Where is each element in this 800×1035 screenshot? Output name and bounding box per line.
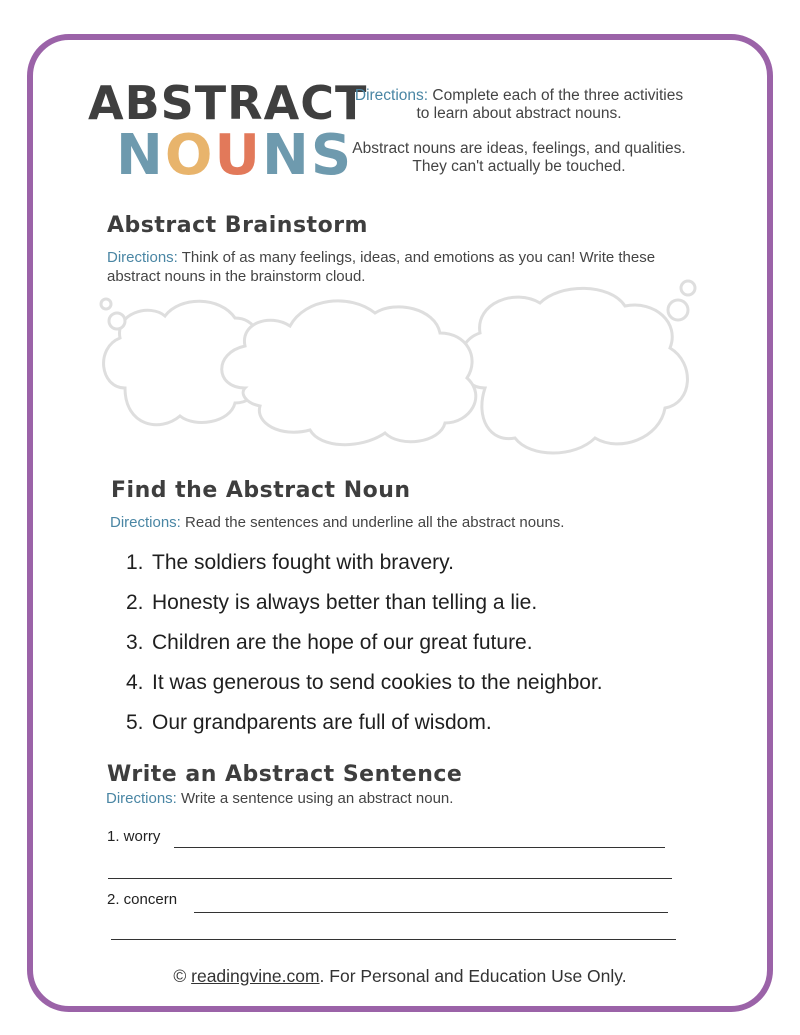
sentence-item [126,628,603,668]
write-directions [106,789,453,808]
logo-letter: O [164,123,215,188]
cloud-middle-shape [222,301,476,445]
sentence-number: 1. [126,551,144,574]
sentence-text: It was generous to send cookies to the neighbor. [152,671,603,694]
directions-label: Directions: [107,249,178,266]
writing-line[interactable] [108,878,672,879]
sentence-item [126,588,603,628]
writing-line[interactable] [174,847,665,848]
header-directions-text: Complete each of the three activities to learn about abstract nouns. [416,87,684,122]
sentence-text: The soldiers fought with bravery. [152,551,454,574]
sentence-number: 5. [126,711,144,734]
find-title: Find the Abstract Noun [111,478,411,503]
sentence-text: Honesty is always better than telling a lie. [152,591,538,614]
brainstorm-cloud[interactable] [95,278,705,473]
writing-line[interactable] [111,939,676,940]
sentence-number: 2. [126,591,144,614]
footer-link[interactable]: readingvine.com [191,966,320,986]
sentence-text: Children are the hope of our great future. [152,631,533,654]
brainstorm-directions-text: Think of as many feelings, ideas, and emotions as you can! Write these abstract nouns in the brainstorm cloud. [107,249,656,285]
thought-bubble [668,300,688,320]
logo-title-abstract: ABSTRACT [88,76,368,130]
find-directions-text: Read the sentences and underline all the abstract nouns. [180,514,565,531]
writing-line[interactable] [194,912,668,913]
directions-label: Directions: [110,514,181,531]
write-directions-text: Write a sentence using an abstract noun. [176,790,454,807]
thought-bubble [681,281,695,295]
sentence-number: 4. [126,671,144,694]
directions-label: Directions: [106,790,177,807]
footer [0,966,800,987]
thought-bubble [109,313,125,329]
cloud-right-shape [460,288,688,453]
logo-title-nouns [116,123,354,188]
find-directions [110,513,564,532]
sentence-list [126,548,603,748]
header-definition: Abstract nouns are ideas, feelings, and qualities. They can't actually be touched. [352,140,686,175]
header-directions [350,87,688,123]
logo-letter: N [261,123,311,188]
sentence-number: 3. [126,631,144,654]
sentence-text: Our grandparents are full of wisdom. [152,711,492,734]
sentence-item [126,668,603,708]
thought-bubble [101,299,111,309]
footer-copyright: © [173,966,192,986]
footer-notice: . For Personal and Education Use Only. [319,966,627,986]
sentence-item [126,548,603,588]
logo-letter: N [116,123,165,188]
write-title: Write an Abstract Sentence [107,762,463,787]
logo-letter: U [214,123,262,188]
write-item-worry: 1. worry [107,828,161,845]
logo-letter: S [310,123,354,188]
sentence-item [126,708,603,748]
brainstorm-title: Abstract Brainstorm [107,213,368,238]
write-item-concern: 2. concern [107,891,178,908]
directions-label: Directions: [354,87,429,104]
